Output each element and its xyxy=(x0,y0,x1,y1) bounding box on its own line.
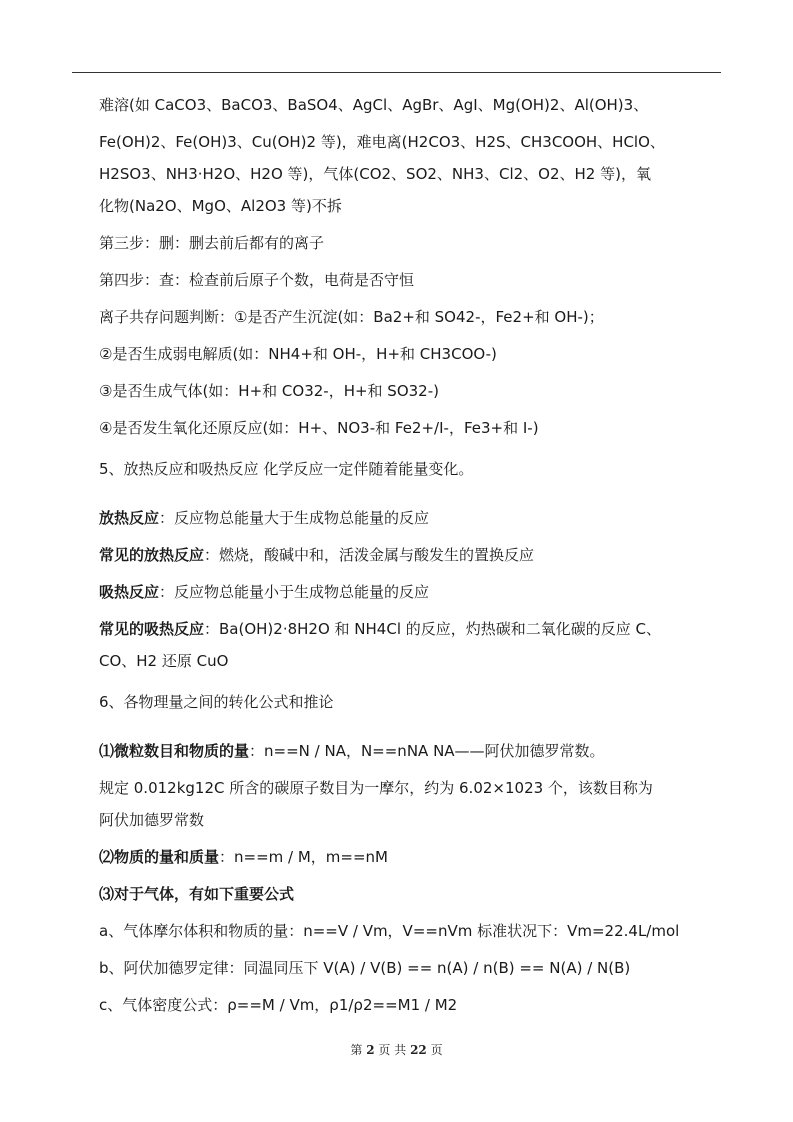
definition-line: 吸热反应：反应物总能量小于生成物总能量的反应 xyxy=(99,583,430,601)
total-page-count: 22 xyxy=(410,1043,427,1057)
definition-line: 常见的放热反应：燃烧，酸碱中和，活泼金属与酸发生的置换反应 xyxy=(99,546,535,564)
text-line: H2SO3、NH3·H2O、H2O 等)，气体(CO2、SO2、NH3、Cl2、O2、H2 等)，氧 xyxy=(99,165,651,183)
text-line: 第四步：查：检查前后原子个数，电荷是否守恒 xyxy=(99,271,415,289)
term-label: ⑴微粒数目和物质的量 xyxy=(99,742,250,760)
term-label: ⑶对于气体，有如下重要公式 xyxy=(99,885,295,903)
text-line: CO、H2 还原 CuO xyxy=(99,652,229,670)
term-label: 放热反应 xyxy=(99,509,160,527)
definition-line: 放热反应：反应物总能量大于生成物总能量的反应 xyxy=(99,509,430,527)
text-line: ④是否发生氧化还原反应(如：H+、NO3-和 Fe2+/I-，Fe3+和 I-) xyxy=(99,419,539,437)
text-line: Fe(OH)2、Fe(OH)3、Cu(OH)2 等)，难电离(H2CO3、H2S、CH3COOH、HClO、 xyxy=(99,133,665,151)
text-line: b、阿伏加德罗定律：同温同压下 V(A) / V(B) == n(A) / n(B) == N(A) / N(B) xyxy=(99,959,631,977)
definition-line: ⑵物质的量和质量：n==m / M，m==nM xyxy=(99,848,389,866)
text-line: 阿伏加德罗常数 xyxy=(99,811,205,829)
section-heading: 6、各物理量之间的转化公式和推论 xyxy=(99,693,334,711)
term-label: ⑵物质的量和质量 xyxy=(99,848,220,866)
section-heading: 5、放热反应和吸热反应 化学反应一定伴随着能量变化。 xyxy=(99,460,474,478)
term-label: 常见的放热反应 xyxy=(99,546,205,564)
definition-line: 常见的吸热反应：Ba(OH)2·8H2O 和 NH4Cl 的反应，灼热碳和二氧化碳的反应 C、 xyxy=(99,620,662,638)
term-label: 常见的吸热反应 xyxy=(99,620,205,638)
text-line: ③是否生成气体(如：H+和 CO32-，H+和 SO32-) xyxy=(99,382,439,400)
text-line: 化物(Na2O、MgO、Al2O3 等)不拆 xyxy=(99,197,342,215)
text-line: 离子共存问题判断：①是否产生沉淀(如：Ba2+和 SO42-，Fe2+和 OH-)； xyxy=(99,308,604,326)
text-line: ②是否生成弱电解质(如：NH4+和 OH-，H+和 CH3COO-) xyxy=(99,345,497,363)
term-label: 吸热反应 xyxy=(99,583,160,601)
definition-line: ⑴微粒数目和物质的量：n==N / NA，N==nNA NA——阿伏加德罗常数。 xyxy=(99,742,605,760)
text-line: 难溶(如 CaCO3、BaCO3、BaSO4、AgCl、AgBr、AgI、Mg(OH)2、Al(OH)3、 xyxy=(99,96,649,114)
current-page-number: 2 xyxy=(366,1043,375,1057)
header-rule xyxy=(72,72,721,73)
text-line: c、气体密度公式：ρ==M / Vm，ρ1/ρ2==M1 / M2 xyxy=(99,996,458,1014)
text-line: a、气体摩尔体积和物质的量：n==V / Vm，V==nVm 标准状况下：Vm=22.4L/mol xyxy=(99,922,680,940)
text-line: 第三步：删：删去前后都有的离子 xyxy=(99,234,325,252)
definition-line xyxy=(99,883,294,905)
text-line: 规定 0.012kg12C 所含的碳原子数目为一摩尔，约为 6.02×1023 个，该数目称为 xyxy=(99,779,653,797)
page-footer: 第 2 页 共 22 页 xyxy=(350,1043,443,1057)
